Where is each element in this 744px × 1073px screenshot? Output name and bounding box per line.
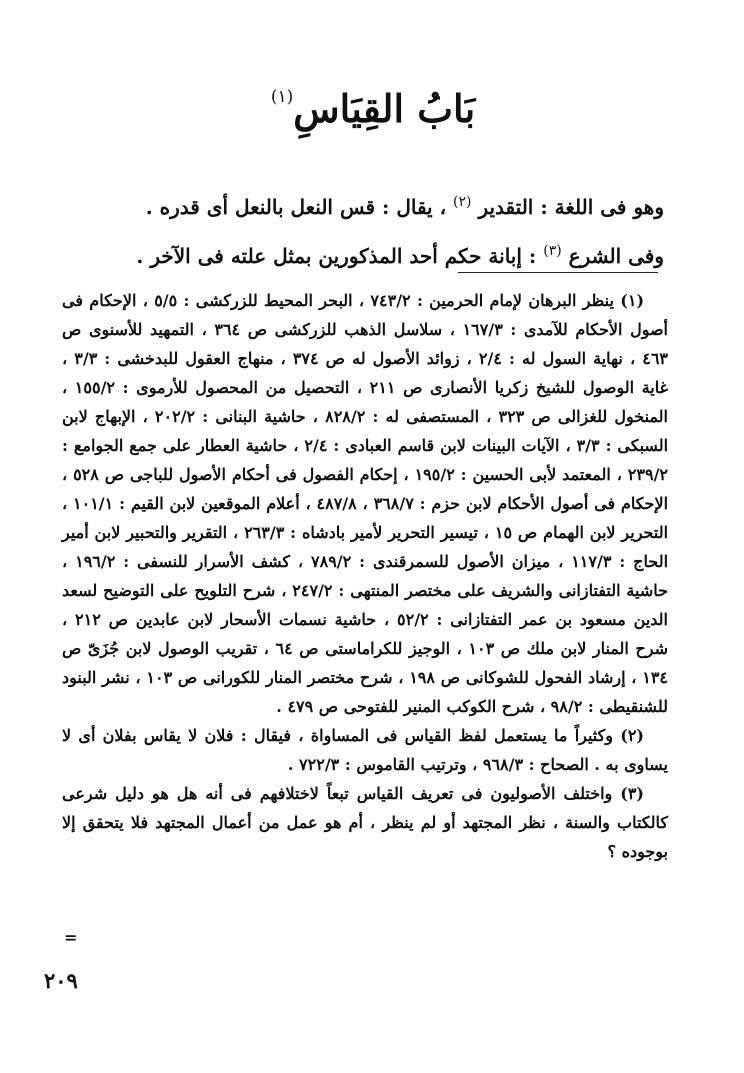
main-line-language-definition (64, 180, 664, 229)
title-footnote-ref: (١) (270, 87, 294, 107)
main-text (64, 180, 664, 278)
chapter-title (0, 88, 744, 130)
footnotes (62, 286, 668, 866)
footnote-2: (٢) وكثيراً ما يستعمل لفظ القياس فى المساواة ، فيقال : فلان لا يقاس بفلان أى لا يساوى به . الصحاح : ٩٦٨/٣ ، وترتيب القاموس : ٧٢٢/٣ . (62, 726, 668, 774)
main-line1-part-b: ، يقال : قس النعل بالنعل أى قدره . (145, 195, 454, 219)
footnote-1: (١) ينظر البرهان لإمام الحرمين : ٧٤٣/٢ ، البحر المحيط للزركشى : ٥/٥ ، الإحكام فى أصول الأحكام للآمدى : ١٦٧/٣ ، سلاسل الذهب للزركشى ص ٣٦٤ ، التمهيد للأسنوى ص ٤٦٣ ، نهاية السول له : ٢/٤ ، زوائد الأصول له ص ٣٧٤ ، منهاج العقول للبدخشى : ٣/٣ ، غاية الوصول للشيخ زكريا الأنصارى ص ٢١١ ، التحصيل من المحصول للأرموى : ١٥٥/٢ ، المنخول للغزالى ص ٣٢٣ ، المستصفى له : ٨٢٨/٢ ، حاشية البنانى : ٢٠٢/٢ ، الإبهاج لابن السبكى : ٣/٣ ، الآيات البينات لابن قاسم العبادى : ٢/٤ ، حاشية العطار على جمع الجوامع : ٢٣٩/٢ ، المعتمد لأبى الحسين : ١٩٥/٢ ، إحكام الفصول فى أحكام الأصول للباجى ص ٥٢٨ ، الإحكام فى أصول الأحكام لابن حزم : ٣٦٨/٧ ، ٤٨٧/٨ ، أعلام الموقعين لابن القيم : ١٠١/١ ، التحرير لابن الهمام ص ١٥ ، تيسير التحرير لأمير بادشاه : ٢٦٣/٣ ، التقرير والتحبير لابن أمير الحاج : ١١٧/٣ ، ميزان الأصول للسمرقندى : ٧٨٩/٢ ، كشف الأسرار للنسفى : ١٩٦/٢ ، حاشية التفتازانى والشريف على مختصر المنتهى : ٢٤٧/٢ ، شرح التلويح على التوضيح لسعد الدين مسعود بن عمر التفتازانى : ٥٢/٢ ، حاشية نسمات الأسحار لابن عابدين ص ٢١٢ ، شرح المنار لابن ملك ص ١٠٣ ، الوجيز للكراماستى ص ٦٤ ، تقريب الوصول لابن جُزَىّ ص ١٣٤ ، إرشاد الفحول للشوكانى ص ١٩٨ ، شرح مختصر المنار للكورانى ص ١٠٣ ، نشر البنود للشنقيطى : ٩٨/٢ ، شرح الكوكب المنير للفتوحى ص ٤٧٩ . (62, 291, 669, 716)
main-line1-part-a: وهو فى اللغة : التقدير (471, 195, 664, 219)
footnote-separator (458, 272, 658, 273)
footnote-3: (٣) واختلف الأصوليون فى تعريف القياس تبعاً لاختلافهم فى أنه هل هو دليل شرعى كالكتاب والسنة ، نظر المجتهد أو لم ينظر ، أم هو عمل من أعمال المجتهد فلا يتحقق إلا بوجوده ؟ (62, 784, 668, 861)
footnote-ref-2: (٢) (453, 194, 472, 210)
main-line-legal-definition (64, 229, 664, 278)
continuation-mark: = (64, 928, 78, 947)
main-line2-part-b: : إبانة حكم أحد المذكورين بمثل علته فى الآخر . (136, 244, 544, 268)
main-line2-part-a: وفى الشرع (561, 244, 664, 268)
page-number: ٢٠٩ (44, 968, 78, 993)
chapter-title-text: بَابُ القِيَاسِ (293, 86, 476, 131)
footnote-ref-3: (٣) (543, 243, 562, 259)
